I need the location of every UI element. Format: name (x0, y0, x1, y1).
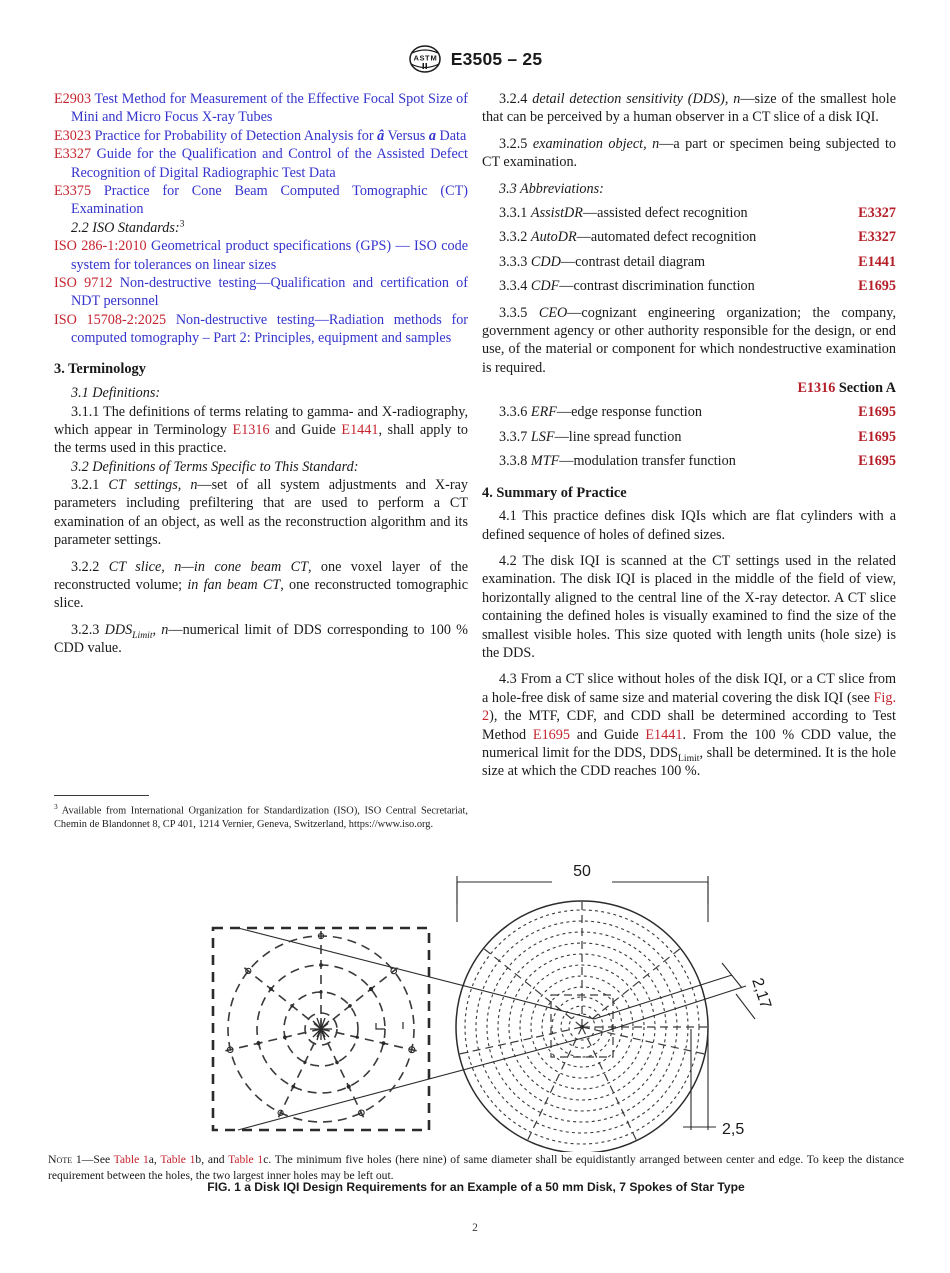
dds-limit-label: DDS (649, 744, 678, 761)
reference-title: Practice for Probability of Detection Analysis for â Versus a Data (94, 127, 467, 144)
abbreviation-definition: —line spread function (554, 428, 682, 445)
paragraph-4-3-text-d: . From the 100 % CDD value, the numerical limit for the DDS, (482, 726, 897, 761)
paragraph-4-3-text-b: ), the MTF, CDF, and CDD shall be determined according to Test Method (482, 708, 896, 743)
abbreviation-text (482, 253, 705, 271)
term-dds-limit (104, 621, 169, 641)
svg-text:T: T (424, 53, 430, 63)
paragraph-3-2-5 (482, 135, 896, 172)
abbreviation-text (482, 277, 755, 295)
abbreviation-number: 3.3.8 (499, 453, 531, 470)
disk-main-view (456, 901, 708, 1152)
reference-number[interactable]: ISO 286-1:2010 (54, 238, 147, 255)
figure-caption: FIG. 1 a Disk IQI Design Requirements for an Example of a 50 mm Disk, 7 Spokes of Star Type (207, 1180, 745, 1194)
footnote-text: Available from International Organization for Standardization (ISO), ISO Central Secretariat, Chemin de Blandonnet 8, CP 401, 1214 Vernier, Geneva, Switzerland, https://www.iso.org. (54, 805, 469, 831)
paragraph-3-2-2 (54, 558, 468, 613)
paragraph-3-1-1 (54, 403, 468, 458)
figure-note-text-b: , (153, 1153, 161, 1166)
abbreviation-row (482, 204, 896, 222)
abbreviation-row (482, 403, 896, 421)
paragraph-3-2-3-number: 3.2.3 (71, 621, 105, 638)
paragraph-3-2-3 (54, 621, 468, 658)
abbreviation-reference[interactable]: E1695 (858, 278, 896, 295)
abbreviation-reference-section: Section A (835, 380, 896, 397)
footnote (54, 802, 468, 832)
reference-item[interactable] (54, 311, 468, 348)
footnote-marker: 3 (54, 802, 58, 811)
figure-note-label: Note 1 (48, 1152, 82, 1166)
iso-standards-heading-text: 2.2 ISO Standards: (71, 219, 180, 236)
term-ct-settings: CT settings, n (108, 477, 198, 494)
abbreviation-text (482, 204, 748, 222)
table-ref-1c-suffix: c (263, 1153, 269, 1166)
reference-item[interactable] (54, 90, 468, 127)
paragraph-3-2-1-number: 3.2.1 (71, 477, 109, 494)
svg-text:A: A (413, 53, 419, 63)
page-header (0, 44, 950, 74)
abbreviation-text (482, 452, 736, 470)
iso-standards-heading (54, 219, 468, 237)
standard-designation: E3505 – 25 (450, 48, 543, 69)
figure-note-text-a: —See (81, 1153, 114, 1166)
inline-ref-fig2[interactable]: Fig. 2 (482, 689, 896, 725)
table-ref-1b-suffix: b (195, 1153, 202, 1166)
abbreviation-term: MTF (530, 453, 560, 470)
abbreviation-number: 3.3.1 (499, 204, 531, 221)
footnote-divider (54, 795, 149, 796)
abbreviation-definition: —automated defect recognition (576, 229, 757, 246)
paragraph-3-1-1-text-b: and Guide (269, 421, 342, 438)
section-heading-summary: 4. Summary of Practice (482, 484, 627, 501)
reference-item[interactable] (54, 145, 468, 182)
abbreviation-row (482, 253, 896, 271)
abbreviation-reference[interactable]: E3327 (858, 229, 896, 246)
paragraph-3-3-5-number: 3.3.5 (499, 304, 539, 321)
reference-number[interactable]: E3327 (54, 146, 92, 163)
paragraph-4-3-text-c: and Guide (569, 726, 646, 743)
paragraph-3-3-text: 3.3 Abbreviations: (499, 180, 604, 197)
abbreviation-definition: —modulation transfer function (559, 453, 736, 470)
abbreviation-definition: —assisted defect recognition (582, 204, 748, 221)
reference-item[interactable] (54, 182, 468, 219)
abbreviation-row (482, 452, 896, 470)
paragraph-3-1 (54, 384, 468, 402)
dimension-hole-pitch-label: 2,17 (748, 975, 774, 1011)
paragraph-3-2-5-number: 3.2.5 (499, 135, 533, 152)
table-ref-1a-suffix: a (148, 1153, 154, 1166)
dimension-edge-distance-label: 2,5 (722, 1121, 745, 1138)
abbreviation-reference[interactable]: E1441 (858, 253, 896, 270)
paragraph-3-2 (54, 458, 468, 476)
figure-note (48, 1152, 904, 1183)
abbreviation-row (482, 277, 896, 295)
paragraph-3-2-5-text: —a part or specimen being subjected to CT examination. (482, 135, 897, 171)
abbreviation-term: CDF (530, 278, 560, 295)
page-number: 2 (472, 1222, 478, 1234)
reference-title: Practice for Cone Beam Computed Tomographic (CT) Examination (71, 182, 468, 218)
table-ref-1b[interactable] (160, 1153, 195, 1166)
dds-limit-subscript: Limit (678, 752, 700, 764)
table-ref-1b-text: Table 1 (160, 1153, 196, 1166)
abbreviation-text (482, 228, 756, 246)
paragraph-4-3-text-a: 4.3 From a CT slice without holes of the disk IQI, or a CT slice from a hole-free disk of same size and material covering the disk IQI (see (482, 671, 896, 706)
abbreviation-term-ceo: CEO (538, 304, 568, 321)
paragraph-3-1-1-text-a: 3.1.1 The definitions of terms relating to gamma- and X-radiography, which appear in Terminology (54, 403, 468, 438)
paragraph-3-1-1-text-c: , shall apply to the terms used in this practice. (54, 421, 468, 457)
paragraph-3-2-4 (482, 90, 896, 127)
footnote-marker: 3 (179, 218, 185, 229)
figure-1 (0, 862, 950, 1152)
paragraph-3-2-4-number: 3.2.4 (499, 91, 533, 107)
paragraph-3-3-5-reference (482, 379, 896, 397)
abbreviation-definition: —edge response function (556, 404, 702, 421)
term-ct-slice: CT slice, n—in cone beam CT (108, 558, 308, 575)
inline-ref-e1316[interactable]: E1316 (232, 421, 270, 438)
paragraph-3-3-5-text: —cognizant engineering organization; the company, government agency or other authority responsible for the design, or end use, of the material or component for which nondestructive examination is required. (482, 304, 896, 376)
abbreviation-number: 3.3.4 (499, 278, 531, 295)
reference-title: Non-destructive testing—Qualification and certification of NDT personnel (71, 274, 468, 310)
paragraph-4-3-text-e: , shall be determined. It is the hole size at which the CDD reaches 100 %. (482, 744, 896, 780)
inline-ref-e1441[interactable]: E1441 (341, 421, 379, 438)
astm-logo-icon (408, 44, 442, 74)
reference-title: Guide for the Qualification and Control of the Assisted Defect Recognition of Digital Radiographic Test Data (71, 146, 468, 181)
abbreviation-row (482, 228, 896, 246)
paragraph-3-2-2-number: 3.2.2 (71, 558, 109, 575)
reference-number[interactable]: ISO 15708-2:2025 (54, 311, 167, 328)
dimension-diameter (457, 863, 708, 922)
paragraph-3-2-4-text: —size of the smallest hole that can be perceived by a human observer in a CT slice of a disk IQI. (482, 91, 896, 126)
abbreviation-reference[interactable]: E1695 (858, 404, 896, 421)
disk-iqi-drawing (0, 862, 950, 1152)
reference-title: Geometrical product specifications (GPS) — ISO code system for tolerances on linear sizes (71, 238, 469, 273)
paragraph-4-3 (482, 670, 896, 780)
reference-number[interactable]: E3375 (54, 182, 92, 199)
figure-note-text-d: . The minimum five holes (here nine) of same diameter shall be equidistantly arranged between center and edge. To keep the distance requirement between the holes, the two largest inner holes may be left out. (48, 1153, 905, 1182)
paragraph-4-1: 4.1 This practice defines disk IQIs which are flat cylinders with a defined sequence of holes of defined sizes. (482, 508, 896, 543)
reference-number[interactable]: ISO 9712 (54, 274, 113, 291)
paragraph-3-2-2-text-a: , one voxel layer of the reconstructed volume; (54, 558, 468, 594)
inline-ref-e1695[interactable]: E1695 (532, 726, 570, 743)
detail-view-box (213, 928, 429, 1130)
abbreviation-term: LSF (530, 428, 555, 445)
term-fan-beam-ct: in fan beam CT (187, 577, 281, 594)
reference-number[interactable]: E2903 (54, 91, 92, 107)
reference-item[interactable] (54, 274, 468, 311)
dimension-hole-pitch (594, 963, 774, 1035)
table-ref-1c[interactable] (228, 1153, 263, 1166)
svg-text:M: M (430, 53, 437, 63)
figure-note-text-c: , and (201, 1153, 229, 1166)
section-heading-terminology: 3. Terminology (54, 361, 146, 378)
abbreviation-number: 3.3.2 (499, 229, 531, 246)
abbreviation-reference[interactable]: E1695 (858, 428, 896, 445)
table-ref-1c-text: Table 1 (228, 1153, 264, 1166)
reference-item[interactable] (54, 127, 468, 145)
paragraph-3-3 (482, 180, 896, 198)
dimension-edge-distance (683, 1029, 744, 1138)
term-dds-subscript: Limit (132, 629, 153, 641)
paragraph-3-2-2-text-b: , one reconstructed tomographic slice. (54, 577, 469, 612)
abbreviation-term: AssistDR (530, 204, 583, 221)
abbreviation-reference[interactable]: E1316 (797, 380, 836, 397)
left-column (54, 90, 468, 658)
paragraph-4-2: 4.2 The disk IQI is scanned at the CT settings used in the related examination. The disk IQI is placed in the middle of the field of view, horizontally aligned to the central line of the X-ray detector. A CT slice containing the defined holes is visually examined to find the size of the smallest visible holes. This size quoted with length units (hole size) is the DDS. (482, 553, 896, 662)
paragraph-3-1-text: 3.1 Definitions: (71, 385, 161, 402)
abbreviation-term: CDD (530, 253, 561, 270)
term-dds-suffix: , n (152, 621, 169, 638)
abbreviation-number: 3.3.6 (499, 404, 531, 421)
table-ref-1a[interactable] (114, 1153, 149, 1166)
paragraph-3-2-text: 3.2 Definitions of Terms Specific to This Standard: (71, 458, 359, 475)
abbreviation-term: ERF (530, 404, 557, 421)
reference-number[interactable]: E3023 (54, 127, 92, 144)
paragraph-3-2-1 (54, 476, 468, 550)
abbreviation-reference[interactable]: E3327 (858, 204, 896, 221)
paragraph-3-3-5 (482, 304, 896, 378)
abbreviation-text (482, 428, 681, 446)
abbreviation-text (482, 403, 702, 421)
paragraph-3-2-3-text: —numerical limit of DDS corresponding to 100 % CDD value. (54, 621, 468, 657)
term-dds: detail detection sensitivity (DDS), n (532, 91, 741, 107)
term-examination-object: examination object, n (532, 135, 660, 152)
term-dds: DDS (104, 621, 133, 638)
abbreviation-number: 3.3.3 (499, 253, 531, 270)
abbreviation-term: AutoDR (530, 229, 577, 246)
abbreviation-row (482, 428, 896, 446)
right-column (482, 90, 896, 781)
reference-title: Test Method for Measurement of the Effective Focal Spot Size of Mini and Micro Focus X-ray Tubes (71, 91, 468, 126)
paragraph-3-2-1-text: —set of all system adjustments and X-ray parameters including prefiltering that are used to perform a CT examination of an object, as well as the reconstruction algorithm and its parameter settings. (54, 477, 469, 549)
reference-item[interactable] (54, 237, 468, 274)
table-ref-1a-text: Table 1 (113, 1153, 149, 1166)
abbreviation-definition: —contrast detail diagram (560, 253, 706, 270)
abbreviation-number: 3.3.7 (499, 428, 531, 445)
abbreviation-reference[interactable]: E1695 (858, 453, 896, 470)
abbreviation-definition: —contrast discrimination function (559, 278, 755, 295)
dimension-diameter-label: 50 (573, 863, 591, 880)
reference-title: Non-destructive testing—Radiation methods for computed tomography – Part 2: Principles, equipment and samples (71, 311, 469, 347)
inline-ref-e1441[interactable]: E1441 (645, 726, 683, 743)
svg-text:S: S (419, 53, 425, 63)
